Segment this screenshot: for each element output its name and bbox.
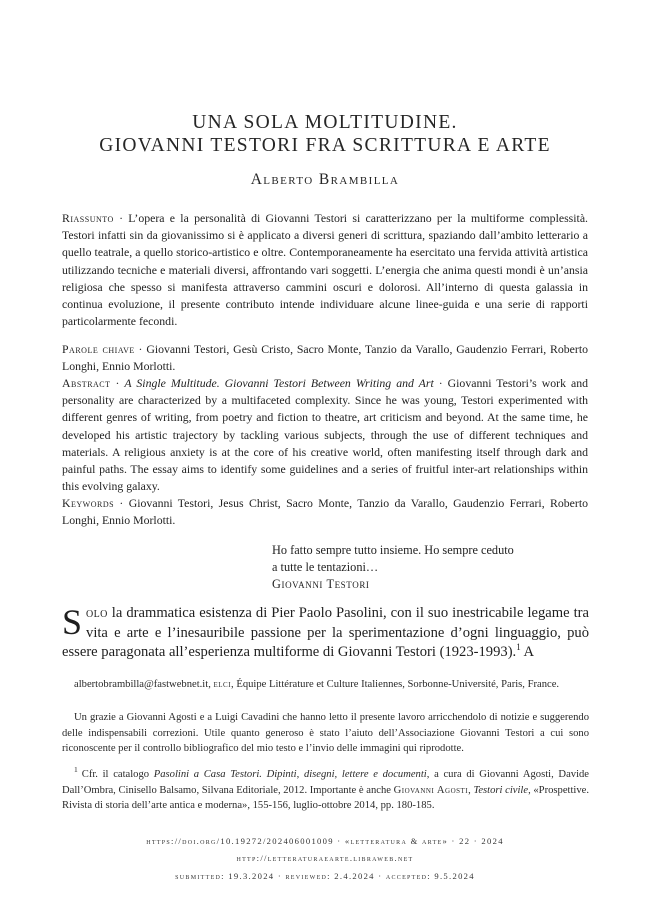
abstract-italian-label: Riassunto (62, 211, 114, 225)
abstract-english-label: Abstract (62, 376, 111, 390)
epigraph (272, 542, 592, 593)
footnote-catalog-title: Pasolini a Casa Testori. Dipinti, disegni, lettere e documenti (153, 769, 427, 780)
abstract-italian-text: L’opera e la personalità di Giovanni Testori si caratterizzano per la multiforme complessità. Testori infatti sin da giovanissimo si è applicato a diversi generi di scrittura, spaziando dall’ambito letterario a quello teatrale, a quello storico-artistico e oltre. Contemporaneamente ha esercitato una fervida attività artistica utilizzando tecniche e materiali diversi, affrontando vari soggetti. L’energia che anima questi mondi è un’ansia religiosa che spesso si manifesta attraverso cammini oscuri e dolorosi. All’interno di questa galassia in continua evoluzione, il presente contributo intende individuare alcune linee-guida e una serie di rapporti particolarmente fecondi. (62, 211, 589, 329)
body-text-tail: A (520, 644, 535, 660)
body-paragraph (62, 604, 589, 663)
footnote-text-c: , a cura di Giovanni Agosti, Davide Dall’Ombra, Cinisello Balsamo, Silvana Editoriale, 2012. Importante è anche (62, 769, 590, 796)
footnote-1 (62, 767, 589, 814)
footer-url-line[interactable]: http://letteraturaearte.libraweb.net (236, 853, 414, 863)
drop-cap: S (62, 602, 83, 642)
abstract-english-separator: · (110, 376, 125, 390)
epigraph-author: Giovanni Testori (272, 577, 370, 591)
footnote-text-a: Cfr. il catalogo (81, 769, 154, 780)
abstract-english-separator-2: · (433, 376, 448, 390)
article-author: Alberto Brambilla (250, 171, 400, 188)
footnote-text-g: , «Prospettive. Rivista di storia dell’arte antica e moderna», 155-156, luglio-ottobre 2014, pp. 180-185. (62, 784, 589, 811)
keywords-english-label: Keywords (62, 496, 115, 510)
body-lead-word: olo (86, 605, 108, 621)
keywords-italian (62, 341, 588, 375)
footnote-text-e: , (468, 784, 474, 796)
abstract-english (62, 375, 588, 495)
acknowledgements-note: Un grazie a Giovanni Agosti e a Luigi Cavadini che hanno letto il presente lavoro arricchendolo di notizie e suggerendo delle indispensabili correzioni. Utile quanto generoso è stato l’aiuto dell’Associazione Giovanni Testori a cui sono riconoscente per il controllo bibliografico del mio testo e l’invio delle immagini qui riprodotte. (62, 712, 589, 754)
epigraph-line-2: a tutte le tentazioni… (272, 560, 379, 574)
abstract-italian-separator: · (113, 211, 129, 225)
keywords-english-text: Giovanni Testori, Jesus Christ, Sacro Monte, Tanzio da Varallo, Gaudenzio Ferrari, Roberto Longhi, Ennio Morlotti. (62, 496, 589, 528)
footnote-author: Giovanni Agosti (393, 784, 469, 796)
abstract-english-text: Giovanni Testori’s work and personality are characterized by a multifaceted complexity. Since he was young, Testori experimented with different genres of writing, from poetry and fiction to theatre, art criticism and beyond. At the same time, he developed his artistic trajectory by tackling various subjects, through the use of different techniques and materials. A religious anxiety is at the core of his creative world, often manifesting itself through dark and painful paths. The essay aims to identify some guidelines and a series of fruitful inter-art relationships within this evolving galaxy. (62, 376, 588, 494)
article-title-line-2: GIOVANNI TESTORI FRA SCRITTURA E ARTE (99, 135, 551, 156)
keywords-italian-text: Giovanni Testori, Gesù Cristo, Sacro Monte, Tanzio da Varallo, Gaudenzio Ferrari, Roberto Longhi, Ennio Morlotti. (62, 342, 588, 374)
footer-dates-line: submitted: 19.3.2024 · reviewed: 2.4.2024 · accepted: 9.5.2024 (175, 871, 475, 881)
footnote-reference[interactable]: 1 (516, 642, 521, 653)
article-title-line-1: UNA SOLA MOLTITUDINE. (192, 112, 458, 133)
footnote-work-title: Testori civile (473, 784, 529, 796)
epigraph-line-1: Ho fatto sempre tutto insieme. Ho sempre ceduto (272, 543, 514, 557)
author-email-link[interactable]: albertobrambilla@fastwebnet.it (74, 679, 209, 690)
keywords-english-separator: · (114, 496, 129, 510)
affiliation-rest: , Équipe Littérature et Culture Italiennes, Sorbonne-Université, Paris, France. (231, 679, 560, 690)
footer-doi-line[interactable]: https://doi.org/10.19272/202406001009 · «letteratura & arte» · 22 · 2024 (146, 836, 504, 846)
footnote-number: 1 (74, 765, 78, 775)
affiliation-separator: , (208, 679, 214, 690)
affiliation-note (62, 677, 589, 693)
keywords-english (62, 495, 588, 529)
abstract-english-title: A Single Multitude. Giovanni Testori Between Writing and Art (124, 376, 434, 390)
abstract-italian (62, 210, 588, 330)
keywords-italian-label: Parole chiave (62, 342, 135, 356)
affiliation-org: elci (213, 679, 232, 690)
keywords-italian-separator: · (134, 342, 147, 356)
body-text: la drammatica esistenza di Pier Paolo Pasolini, con il suo inestricabile legame tra vita e arte e l’inesauribile passione per la sperimentazione d’ogni linguaggio, può essere paragonata all’esperienza multiforme di Giovanni Testori (1923-1993). (62, 605, 589, 660)
